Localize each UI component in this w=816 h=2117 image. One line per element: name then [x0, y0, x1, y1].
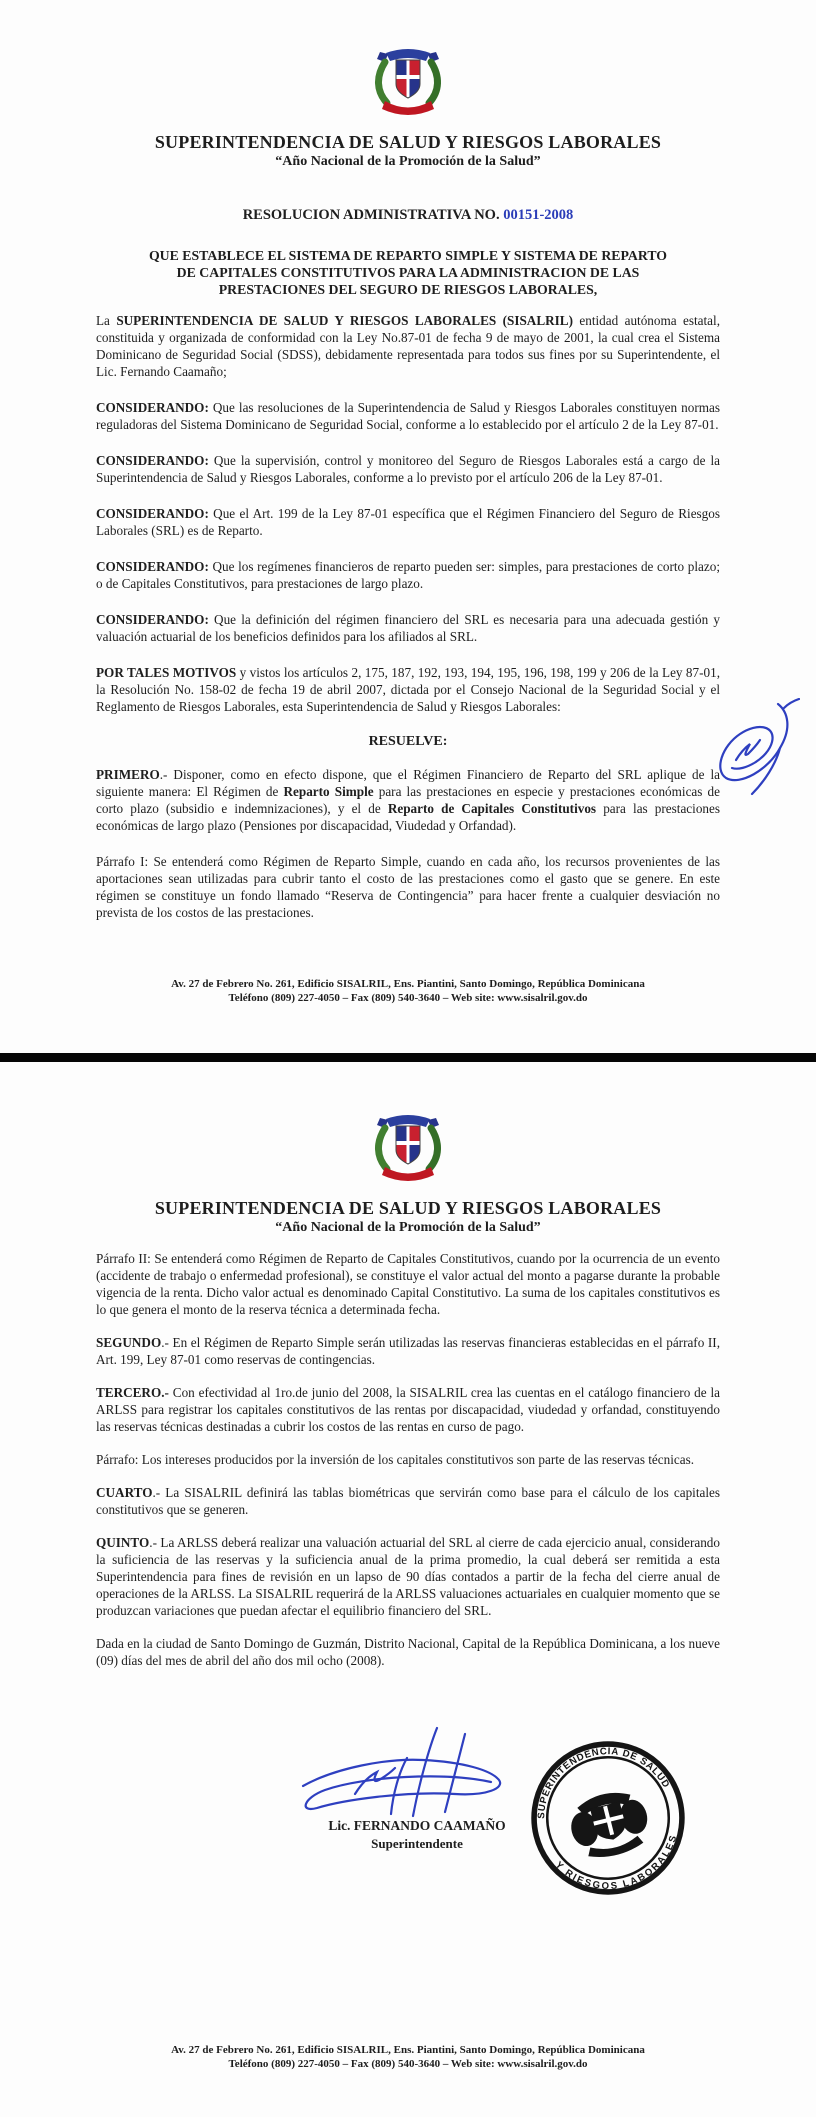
paragraph-segundo	[96, 1334, 720, 1368]
paragraph-considerando-4	[96, 558, 720, 592]
document-title-line: PRESTACIONES DEL SEGURO DE RIESGOS LABORALES,	[218, 282, 598, 297]
paragraph-text: entidad autónoma estatal, constituida y organizada de conformidad con la Ley No.87-01 de fecha 9 de mayo de 2001, la cual crea el Sistema Dominicano de Seguridad Social (SDSS), debidamente representada para todos sus fines por su Superintendente, el Lic. Fernando Caamaño;	[96, 313, 720, 379]
paragraph-lead: CONSIDERANDO:	[96, 559, 209, 574]
paragraph-por-tales-motivos	[96, 664, 720, 715]
footer-contact: Teléfono (809) 227-4050 – Fax (809) 540-3640 – Web site: www.sisalril.gov.do	[228, 2058, 588, 2070]
superintendent-signature-icon	[295, 1724, 525, 1824]
page1-body	[0, 312, 816, 921]
paragraph-bold-text: SUPERINTENDENCIA DE SALUD Y RIESGOS LABORALES (SISALRIL)	[116, 313, 573, 328]
paragraph-text: .- Disponer, como en efecto dispone, que el Régimen Financiero de Reparto del SRL aplique de la siguiente manera: El Régimen de	[96, 767, 720, 799]
paragraph-lead: CONSIDERANDO:	[96, 400, 209, 415]
paragraph-text: para las prestaciones en especie y prestaciones económicas de corto plazo (subsidio e indemnizaciones), y el de	[96, 784, 720, 816]
motto: “Año Nacional de la Promoción de la Salud”	[275, 1220, 541, 1235]
paragraph-dada: Dada en la ciudad de Santo Domingo de Guzmán, Distrito Nacional, Capital de la República Dominicana, a los nueve (09) días del mes de abril del año dos mil ocho (2008).	[96, 1636, 720, 1668]
paragraph-tercero	[96, 1384, 720, 1435]
signer-title: Superintendente	[371, 1836, 463, 1851]
paragraph-text: .- La ARLSS deberá realizar una valuación actuarial del SRL al cierre de cada ejercicio anual, considerando la suficiencia de las reservas y la suficiencia anual de la prima promedio, la cual deberá ser remitida a esta Superintendencia para fines de revisión en un lapso de 90 días contados a partir de la fecha del cierre anual de operaciones de la ARLSS. La SISALRIL requerirá de la ARLSS valuaciones actuariales en cualquier momento que se produzcan variaciones que puedan afectar el equilibrio financiero del SRL.	[96, 1535, 720, 1618]
page-1	[0, 0, 816, 1053]
paragraph-text: La	[96, 313, 117, 328]
footer-address: Av. 27 de Febrero No. 261, Edificio SISALRIL, Ens. Piantini, Santo Domingo, República Dominicana	[171, 2044, 645, 2056]
paragraph-considerando-3	[96, 505, 720, 539]
resolution-prefix: RESOLUCION ADMINISTRATIVA NO.	[242, 207, 504, 223]
stamp-text-bottom: Y RIESGOS LABORALES	[552, 1832, 680, 1892]
paragraph-parrafo-i: Párrafo I: Se entenderá como Régimen de Reparto Simple, cuando en cada año, los recursos provenientes de las aportaciones sean utilizadas para cubrir tanto el costo de las prestaciones como el gasto que se genere. En este régimen se constituye un fondo llamado “Reserva de Contingencia” para hacer frente a cualquier desviación no prevista de los costos de las prestaciones.	[96, 854, 720, 920]
paragraph-text: Que las resoluciones de la Superintendencia de Salud y Riesgos Laborales constituyen normas reguladoras del Sistema Dominicano de Seguridad Social, conforme a lo establecido por el artículo 2 de la Ley 87-01.	[96, 400, 720, 432]
paragraph-lead: TERCERO.-	[96, 1385, 169, 1400]
paragraph-considerando-1	[96, 399, 720, 433]
paragraph-primero	[96, 766, 720, 834]
footer	[0, 977, 816, 1005]
paragraph-text: y vistos los artículos 2, 175, 187, 192, 193, 194, 195, 196, 198, 199 y 206 de la Ley 87-01, la Resolución No. 158-02 de fecha 19 de abril 2007, dictada por el Consejo Nacional de la Seguridad Social y el Reglamento de Riesgos Laborales, esta Superintendencia de Salud y Riesgos Laborales:	[96, 665, 721, 714]
paragraph-lead: POR TALES MOTIVOS	[96, 665, 237, 680]
footer	[0, 2043, 816, 2071]
resolution-number-line	[0, 207, 816, 224]
org-name: SUPERINTENDENCIA DE SALUD Y RIESGOS LABORALES	[154, 132, 662, 152]
paragraph-text: .- En el Régimen de Reparto Simple serán utilizadas las reservas financieras establecidas en el párrafo II, Art. 199, Ley 87-01 como reservas de contingencias.	[96, 1335, 720, 1367]
paragraph-text: para las prestaciones económicas de largo plazo (Pensiones por discapacidad, Viudedad y Orfandad).	[96, 801, 720, 833]
document-title	[0, 247, 816, 298]
coat-of-arms-icon	[368, 46, 448, 124]
org-name: SUPERINTENDENCIA DE SALUD Y RIESGOS LABORALES	[154, 1198, 662, 1218]
document-title-line: DE CAPITALES CONSTITUTIVOS PARA LA ADMINISTRACION DE LAS	[176, 265, 640, 280]
resuelve-heading: RESUELVE:	[368, 734, 448, 749]
institution-seal-stamp-icon	[511, 1721, 705, 1915]
paragraph-lead: CONSIDERANDO:	[96, 506, 209, 521]
paragraph-parrafo: Párrafo: Los intereses producidos por la inversión de los capitales constitutivos son parte de las reservas técnicas.	[96, 1452, 695, 1467]
header-emblem-wrap	[0, 0, 816, 129]
resolution-number: 00151-2008	[503, 207, 574, 223]
paragraph-text: .- La SISALRIL definirá las tablas biométricas que servirán como base para el cálculo de los capitales constitutivos que se generen.	[96, 1485, 720, 1517]
paragraph-lead: SEGUNDO	[96, 1335, 162, 1350]
paragraph-parrafo-ii: Párrafo II: Se entenderá como Régimen de Reparto de Capitales Constitutivos, cuando por la ocurrencia de un evento (accidente de trabajo o enfermedad profesional), se constituye el valor actual del monto a pagarse durante la probable vigencia de la renta. Dicho valor actual es denominado Capital Constitutivo. La suma de los capitales constitutivos es lo que genera el monto de la reserva técnica a determinada fecha.	[96, 1251, 720, 1317]
stamp-text-top: SUPERINTENDENCIA DE SALUD	[536, 1746, 672, 1820]
paragraph-considerando-2	[96, 452, 720, 486]
document-title-line: QUE ESTABLECE EL SISTEMA DE REPARTO SIMPLE Y SISTEMA DE REPARTO	[148, 248, 668, 263]
page2-body	[0, 1250, 816, 1669]
signature-initials-scribble-icon	[692, 698, 800, 800]
paragraph-text: Con efectividad al 1ro.de junio del 2008, la SISALRIL crea las cuentas en el catálogo financiero de la ARLSS para registrar los capitales constitutivos de las rentas por discapacidad, viudedad y orfandad, constituyendo las reservas técnicas destinadas a cubrir los costos de las rentas en curso de pago.	[96, 1385, 720, 1434]
page-separator	[0, 1053, 816, 1062]
paragraph-lead: CONSIDERANDO:	[96, 453, 209, 468]
paragraph-lead: CONSIDERANDO:	[96, 612, 209, 627]
signer-name: Lic. FERNANDO CAAMAÑO	[328, 1818, 506, 1833]
paragraph-text: Que la definición del régimen financiero del SRL es necesaria para una adecuada gestión y valuación actuarial de los beneficios definidos para los afiliados al SRL.	[96, 612, 720, 644]
paragraph-text: Que los regímenes financieros de reparto pueden ser: simples, para prestaciones de corto plazo; o de Capitales Constitutivos, para prestaciones de largo plazo.	[96, 559, 720, 591]
page-2	[0, 1062, 816, 2117]
paragraph-lead: CUARTO	[96, 1485, 153, 1500]
footer-contact: Teléfono (809) 227-4050 – Fax (809) 540-3640 – Web site: www.sisalril.gov.do	[228, 992, 588, 1004]
paragraph-lead: QUINTO	[96, 1535, 150, 1550]
header-emblem-wrap	[0, 1062, 816, 1195]
paragraph-text: Que la supervisión, control y monitoreo del Seguro de Riesgos Laborales está a cargo de la Superintendencia de Salud y Riesgos Laborales, conforme a lo previsto por el artículo 206 de la Ley 87-01.	[96, 453, 720, 485]
paragraph-cuarto	[96, 1484, 720, 1518]
motto: “Año Nacional de la Promoción de la Salud”	[275, 154, 541, 169]
paragraph-bold-text: Reparto de Capitales Constitutivos	[387, 801, 597, 816]
coat-of-arms-icon	[368, 1112, 448, 1190]
paragraph-lead: PRIMERO	[96, 767, 160, 782]
paragraph-text: Que el Art. 199 de la Ley 87-01 específica que el Régimen Financiero del Seguro de Riesgos Laborales (SRL) es de Reparto.	[96, 506, 720, 538]
paragraph-bold-text: Reparto Simple	[283, 784, 374, 799]
paragraph-considerando-5	[96, 611, 720, 645]
paragraph-intro	[96, 312, 720, 380]
paragraph-quinto	[96, 1534, 720, 1619]
footer-address: Av. 27 de Febrero No. 261, Edificio SISALRIL, Ens. Piantini, Santo Domingo, República Dominicana	[171, 978, 645, 990]
